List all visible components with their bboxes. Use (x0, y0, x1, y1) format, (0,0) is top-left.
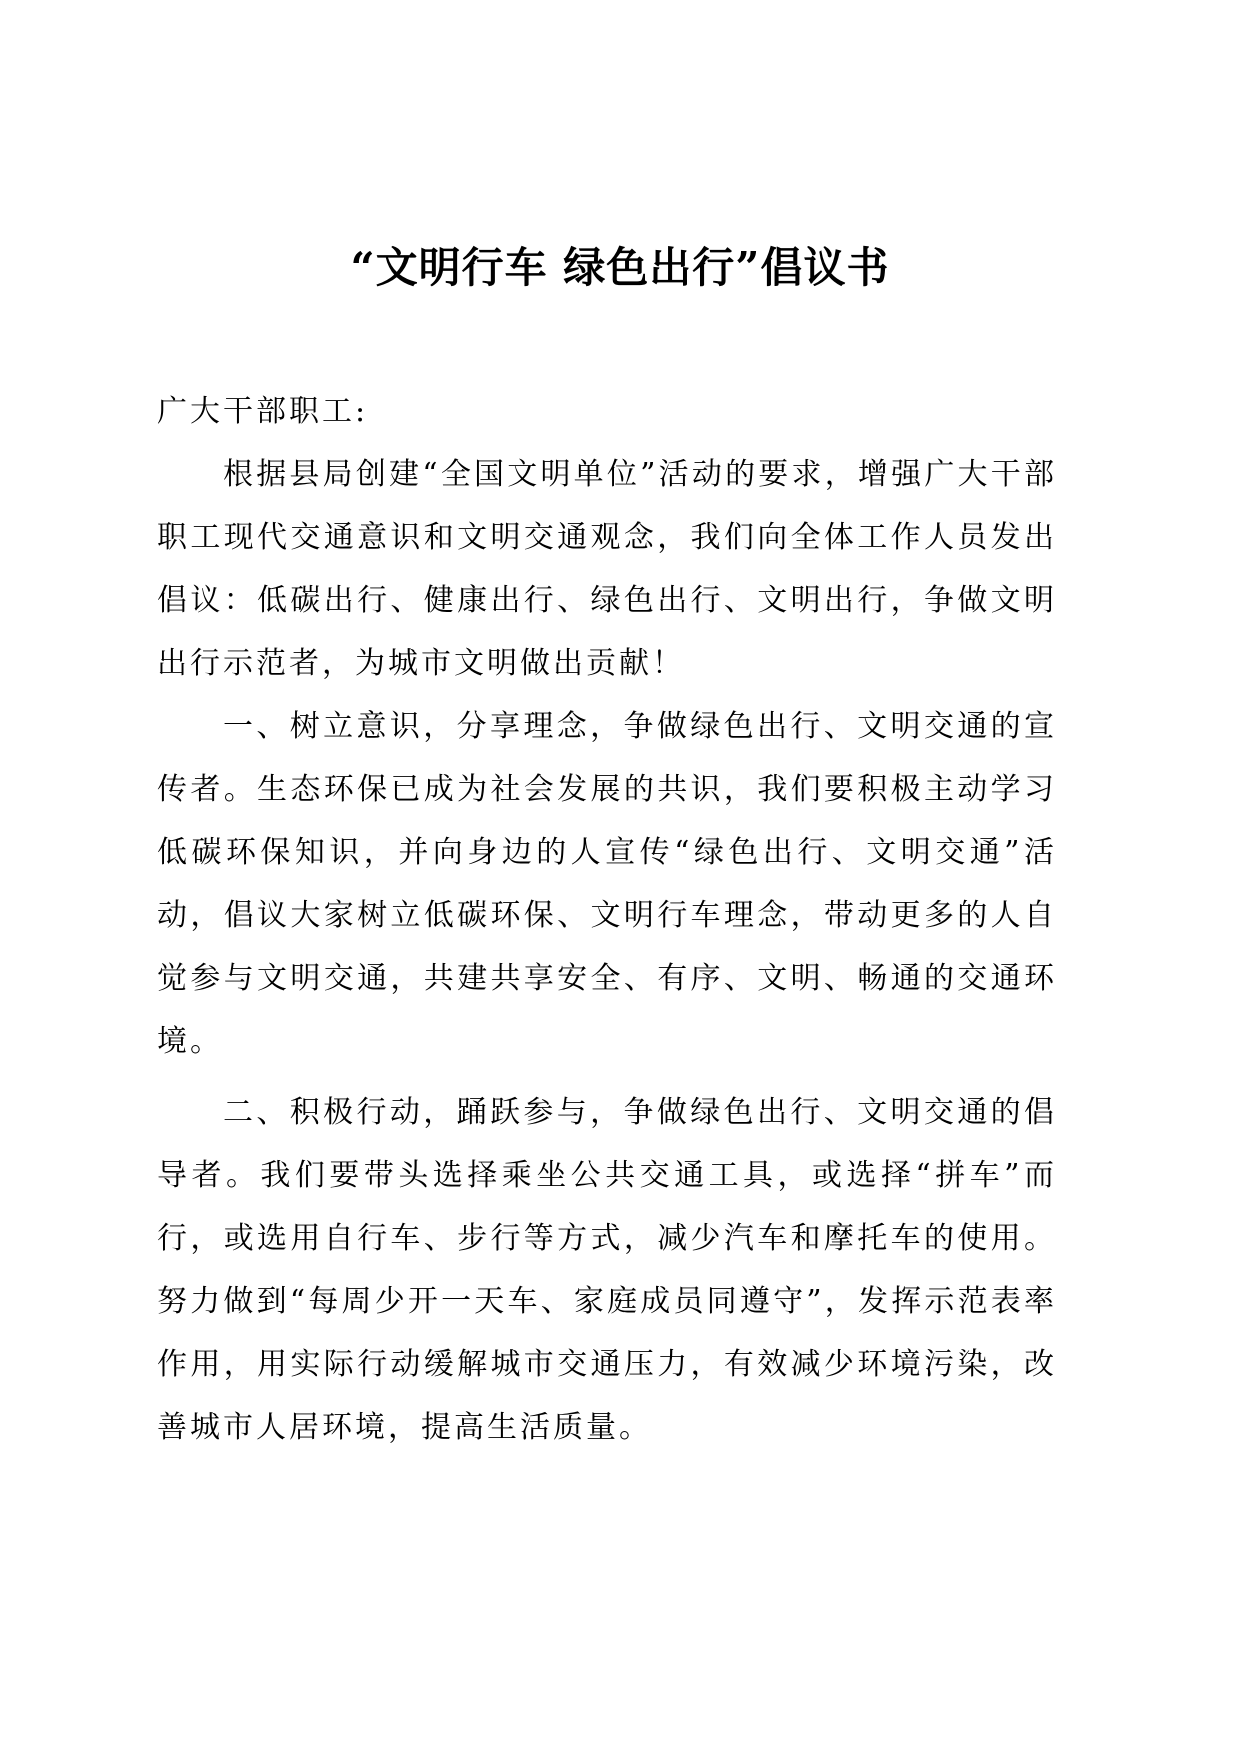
paragraph-point-two: 二、积极行动，踊跃参与，争做绿色出行、文明交通的倡导者。我们要带头选择乘坐公共交通工具，或选择“拼车”而行，或选用自行车、步行等方式，减少汽车和摩托车的使用。努力做到“每周少开一天车、家庭成员同遵守”，发挥示范表率作用，用实际行动缓解城市交通压力，有效减少环境污染，改善城市人居环境，提高生活质量。 (157, 1095, 1057, 1445)
paragraph-point-one: 一、树立意识，分享理念，争做绿色出行、文明交通的宣传者。生态环保已成为社会发展的共识，我们要积极主动学习低碳环保知识，并向身边的人宣传“绿色出行、文明交通”活动，倡议大家树立低碳环保、文明行车理念，带动更多的人自觉参与文明交通，共建共享安全、有序、文明、畅通的交通环境。 (157, 709, 1057, 1059)
salutation: 广大干部职工: (157, 394, 369, 429)
document-title: “文明行车 绿色出行”倡议书 (350, 243, 890, 292)
document-body (157, 380, 1057, 1459)
paragraph-intro: 根据县局创建“全国文明单位”活动的要求，增强广大干部职工现代交通意识和文明交通观念，我们向全体工作人员发出倡议：低碳出行、健康出行、绿色出行、文明出行，争做文明出行示范者，为城市文明做出贡献！ (157, 457, 1057, 681)
